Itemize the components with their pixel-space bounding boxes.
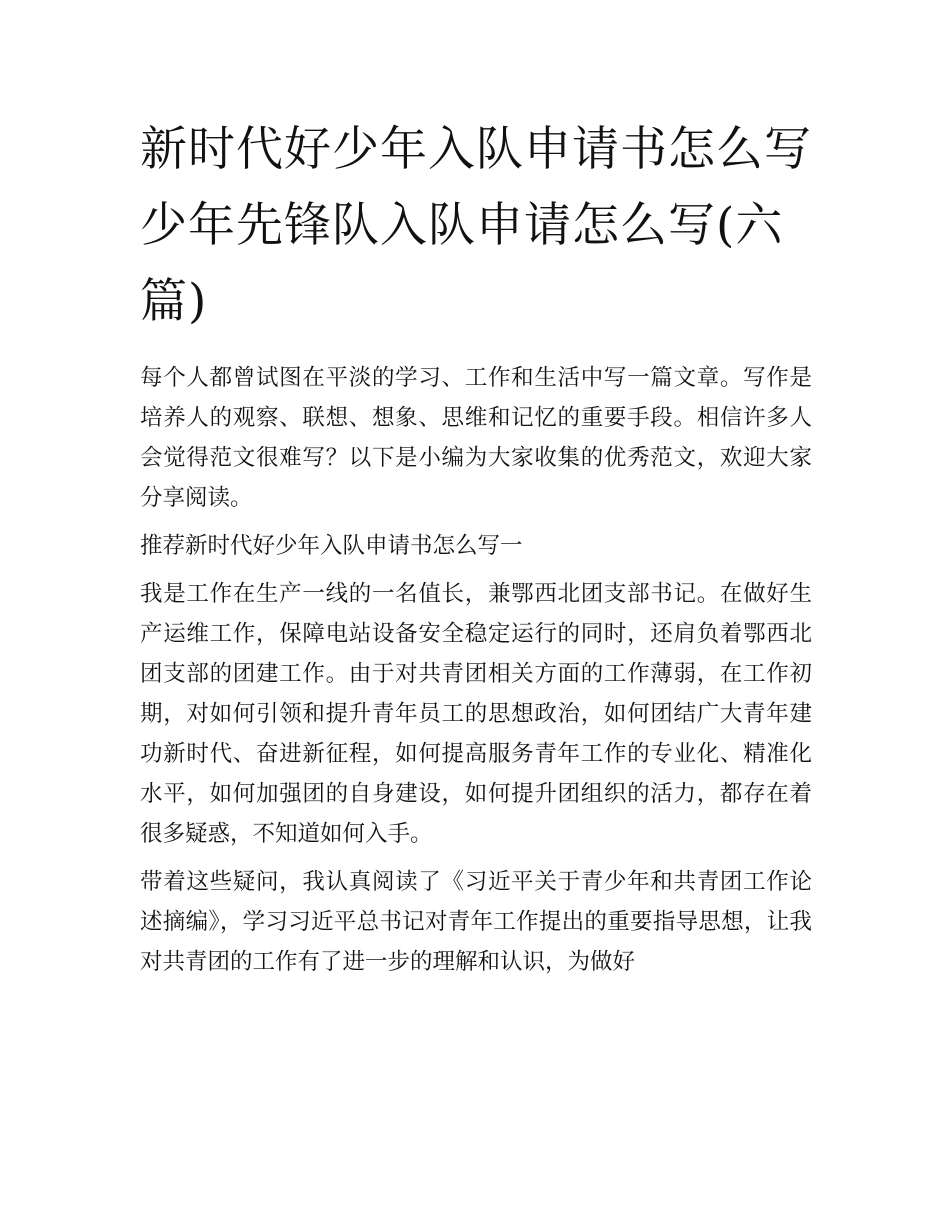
document-body — [140, 112, 812, 982]
document-title: 新时代好少年入队申请书怎么写 少年先锋队入队申请怎么写(六篇) — [140, 122, 812, 329]
body-paragraph: 带着这些疑问，我认真阅读了《习近平关于青少年和共青团工作论述摘编》，学习习近平总书记对青年工作提出的重要指导思想，让我对共青团的工作有了进一步的理解和认识，为做好 — [140, 869, 812, 975]
body-paragraph: 我是工作在生产一线的一名值长，兼鄂西北团支部书记。在做好生产运维工作，保障电站设备安全稳定运行的同时，还肩负着鄂西北团支部的团建工作。由于对共青团相关方面的工作薄弱，在工作初期，对如何引领和提升青年员工的思想政治，如何团结广大青年建功新时代、奋进新征程，如何提高服务青年工作的专业化、精准化水平，如何加强团的自身建设，如何提升团组织的活力，都存在着很多疑惑，不知道如何入手。 — [140, 581, 812, 847]
section-heading: 推荐新时代好少年入队申请书怎么写一 — [140, 533, 523, 559]
intro-paragraph: 每个人都曾试图在平淡的学习、工作和生活中写一篇文章。写作是培养人的观察、联想、想象、思维和记忆的重要手段。相信许多人会觉得范文很难写？以下是小编为大家收集的优秀范文，欢迎大家分享阅读。 — [140, 365, 812, 511]
